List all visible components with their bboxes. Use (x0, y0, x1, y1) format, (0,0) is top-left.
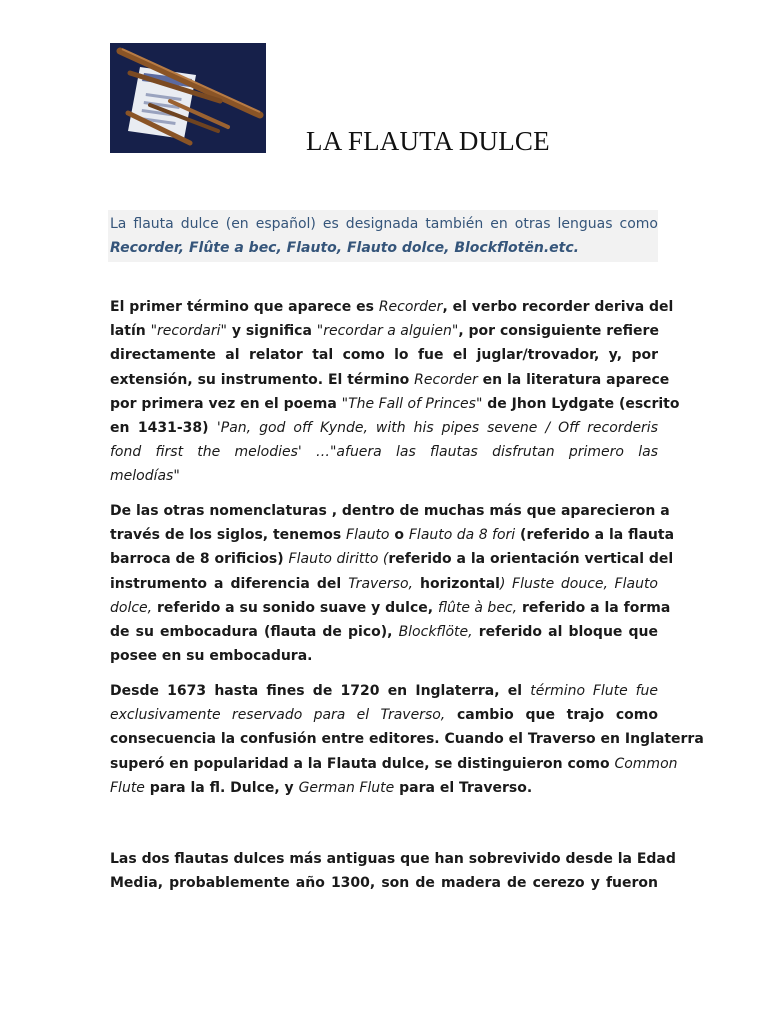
p2-line: barroca de 8 orificios) Flauto diritto (referido a la orientación vertical del (110, 551, 674, 568)
p1-line: El primer término que aparece es Recorder, el verbo recorder deriva del (110, 299, 674, 315)
p3-line: Desde 1673 hasta fines de 1720 en Inglaterra, el término Flute fue (110, 683, 658, 699)
p1-line: por primera vez en el poema "The Fall of Princes" de Jhon Lydgate (escrito (110, 395, 680, 412)
p1-line: en 1431-38) 'Pan, god off Kynde, with his pipes sevene / Off recorderis (110, 420, 658, 437)
p3-line: exclusivamente reservado para el Traverso, cambio que trajo como (110, 707, 658, 724)
p1-line: directamente al relator tal como lo fue el juglar/trovador, y, por (110, 347, 658, 364)
p2-line: instrumento a diferencia del Traverso, horizontal) Fluste douce, Flauto (110, 575, 659, 592)
recorders-illustration (110, 43, 266, 153)
p4-line: Las dos flautas dulces más antiguas que han sobrevivido desde la Edad (110, 851, 676, 867)
paragraph-2 (110, 499, 675, 668)
p1-line: melodías" (110, 468, 180, 485)
intro-line-2: Recorder, Flûte a bec, Flauto, Flauto dolce, Blockflotën.etc. (110, 240, 579, 256)
p3-line: superó en popularidad a la Flauta dulce, se distinguieron como Common (110, 755, 678, 772)
recorders-photo (110, 43, 266, 153)
p3-line: Flute para la fl. Dulce, y German Flute para el Traverso. (110, 779, 533, 796)
paragraph-1 (110, 295, 680, 489)
paragraph-4 (110, 847, 676, 895)
p2-line: dolce, referido a su sonido suave y dulce, flûte à bec, referido a la forma (110, 599, 671, 616)
p1-line: fond first the melodies' …"afuera las flautas disfrutan primero las (110, 444, 658, 461)
p4-line: Media, probablemente año 1300, son de madera de cerezo y fueron (110, 875, 658, 892)
p2-line: través de los siglos, tenemos Flauto o Flauto da 8 fori (referido a la flauta (110, 527, 675, 544)
p1-line: extensión, su instrumento. El término Recorder en la literatura aparece (110, 371, 670, 388)
intro-box (108, 210, 658, 262)
p2-line: De las otras nomenclaturas , dentro de muchas más que aparecieron a (110, 503, 670, 519)
intro-line-1: La flauta dulce (en español) es designada también en otras lenguas como (110, 216, 658, 232)
p2-line: de su embocadura (flauta de pico), Blockflöte, referido al bloque que (110, 624, 658, 641)
p1-line: latín "recordari" y significa "recordar a alguien", por consiguiente refiere (110, 323, 659, 340)
p2-line: posee en su embocadura. (110, 648, 313, 665)
paragraph-3 (110, 679, 704, 800)
page-title: LA FLAUTA DULCE (306, 126, 550, 156)
p3-line: consecuencia la confusión entre editores. Cuando el Traverso en Inglaterra (110, 731, 704, 748)
